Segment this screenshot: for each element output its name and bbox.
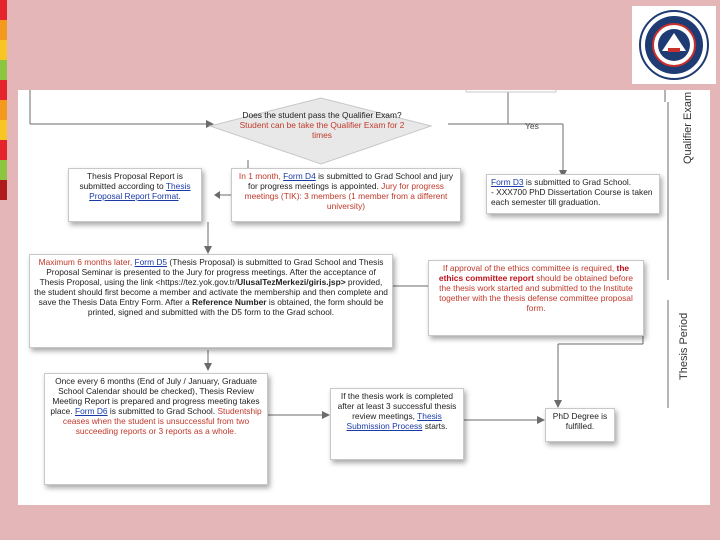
decision-question: Does the student pass the Qualifier Exam? — [242, 110, 402, 120]
university-logo — [632, 6, 716, 84]
flowchart-panel — [18, 90, 710, 505]
form-d5-reference-number: Reference Number — [192, 296, 267, 307]
ethics-box — [428, 260, 644, 336]
review-text-2: is submitted to Grad School. — [109, 405, 216, 416]
submission-post: starts. — [424, 420, 448, 431]
form-d5-text-2: provided, the student should first become a member and activate the membership and then complete and save the Thesis Data Entry Form. After a — [34, 276, 388, 307]
proposal-report-text: Thesis Proposal Report is submitted according to — [79, 171, 183, 191]
form-d5-text-3: is obtained, the form should be printed, signed and submitted with the D5 form to the Grad school. — [87, 296, 384, 317]
stripe-segment — [0, 160, 7, 180]
submission-text: If the thesis work is completed after at least 3 successful thesis review meetings, — [337, 391, 457, 421]
color-stripes — [0, 0, 7, 200]
stripe-segment — [0, 0, 7, 20]
thesis-submission-link[interactable]: Thesis Submission Process — [346, 410, 442, 431]
stripe-segment — [0, 20, 7, 40]
stripe-segment — [0, 140, 7, 160]
submission-box — [330, 388, 464, 460]
ethics-report: the ethics committee report — [438, 263, 630, 283]
form-d6-link[interactable]: Form D6 — [75, 405, 108, 416]
decision-text — [230, 110, 414, 140]
form-d3-link[interactable]: Form D3 — [491, 177, 524, 187]
degree-box — [545, 408, 615, 442]
proposal-report-format-link[interactable]: Thesis Proposal Report Format — [89, 180, 191, 201]
form-d3-course: - XXX700 PhD Dissertation Course is taken each semester till graduation. — [491, 186, 653, 207]
form-d5-url[interactable]: UlusalTezMerkezi/giris.jsp> — [237, 276, 346, 287]
ethics-instruction: should be obtained before the thesis work started and submitted to the Institute together with the thesis defense committee proposal form. — [439, 272, 634, 313]
form-d4-box — [231, 168, 461, 222]
review-warning: Studentship ceases when the student is unsuccessful from two succeeding reports or 3 reports as a whole. — [62, 405, 262, 436]
form-d3-box — [486, 174, 660, 214]
form-d4-jury: Jury for progress meetings (TIK): 3 members (1 member from a different university) — [244, 180, 448, 211]
yes-label: Yes — [525, 121, 539, 131]
form-d5-link[interactable]: Form D5 — [134, 257, 168, 267]
form-d4-link[interactable]: Form D4 — [283, 171, 316, 181]
stripe-segment — [0, 100, 7, 120]
stripe-segment — [0, 180, 7, 200]
form-d4-text: is submitted to Grad School and jury for progress meetings is appointed. — [248, 171, 454, 191]
stripe-segment — [0, 60, 7, 80]
stripe-segment — [0, 120, 7, 140]
degree-text: PhD Degree is fulfilled. — [552, 411, 608, 431]
section-label-qualifier: Qualifier Exam — [682, 91, 694, 164]
form-d3-text: is submitted to Grad School. — [525, 177, 632, 187]
decision-note: Student can be take the Qualifier Exam for 2 times — [239, 120, 405, 141]
proposal-report-box — [68, 168, 202, 222]
proposal-report-period: . — [178, 190, 181, 201]
review-text: Once every 6 months (End of July / January, Graduate School Calendar should be checked), Thesis Review Meeting Report is prepared and progress meeting takes place. — [50, 376, 260, 416]
ethics-condition: If approval of the ethics committee is required, — [442, 263, 615, 273]
form-d5-box — [29, 254, 393, 348]
form-d4-lead: In 1 month, — [238, 171, 281, 181]
review-box — [44, 373, 268, 485]
stripe-segment — [0, 80, 7, 100]
section-label-thesis: Thesis Period — [678, 312, 690, 380]
form-d5-lead: Maximum 6 months later, — [38, 257, 133, 267]
form-d5-text-1: (Thesis Proposal) is submitted to Grad School and Thesis Proposal Seminar is presented to the Jury for progress meetings. After the acceptance of Thesis Proposal, using the link <https://tez.yok.gov.tr/ — [39, 257, 384, 287]
stripe-segment — [0, 40, 7, 60]
seal-icon — [632, 6, 716, 84]
